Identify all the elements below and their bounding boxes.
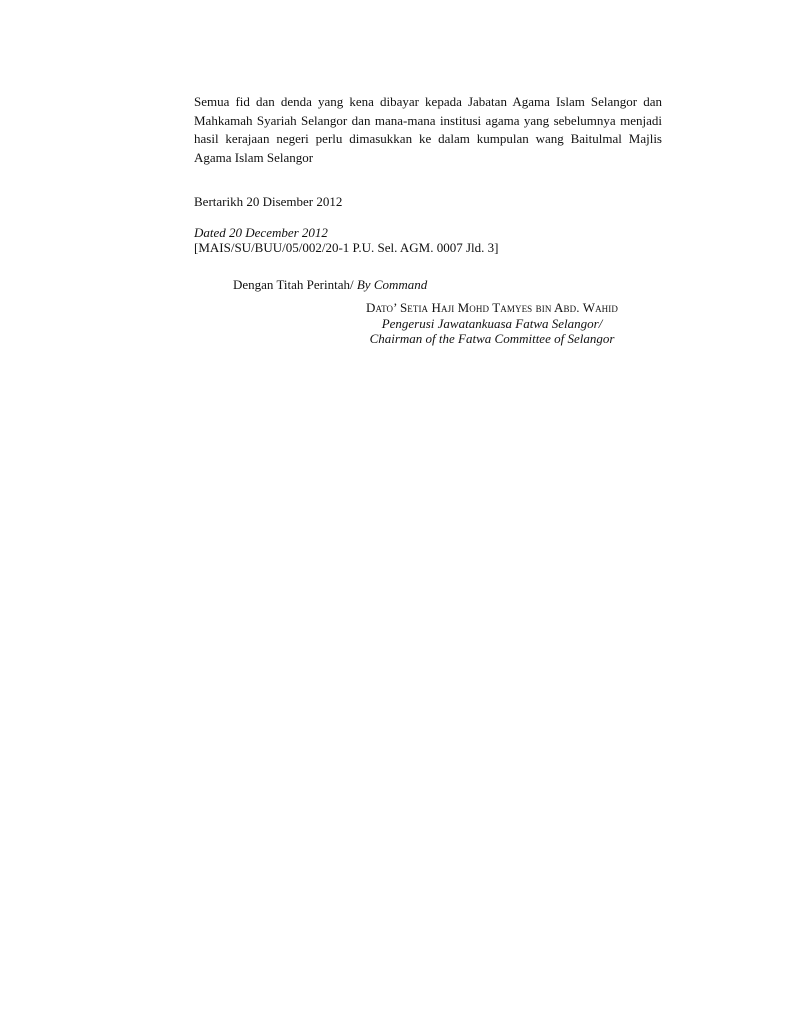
- signatory-name: Dato’ Setia Haji Mohd Tamyes bin Abd. Wahid: [366, 300, 618, 315]
- body-paragraph: Semua fid dan denda yang kena dibayar kepada Jabatan Agama Islam Selangor dan Mahkamah Syariah Selangor dan mana-mana institusi agama yang sebelumnya menjadi hasil kerajaan negeri perlu dimasukkan ke dalam kumpulan wang Baitulmal Majlis Agama Islam Selangor: [194, 94, 662, 165]
- signature-block: [342, 300, 642, 347]
- command-malay: Dengan Titah Perintah/: [233, 277, 354, 292]
- reference-number: [MAIS/SU/BUU/05/002/20-1 P.U. Sel. AGM. 0007 Jld. 3]: [194, 240, 499, 255]
- date-english: Dated 20 December 2012: [194, 225, 328, 240]
- signatory-title-malay: Pengerusi Jawatankuasa Fatwa Selangor/: [381, 315, 603, 331]
- date-malay: Bertarikh 20 Disember 2012: [194, 194, 343, 209]
- signatory-title-english: Chairman of the Fatwa Committee of Selangor: [369, 331, 615, 346]
- command-line: [233, 277, 427, 293]
- command-english: By Command: [353, 277, 428, 292]
